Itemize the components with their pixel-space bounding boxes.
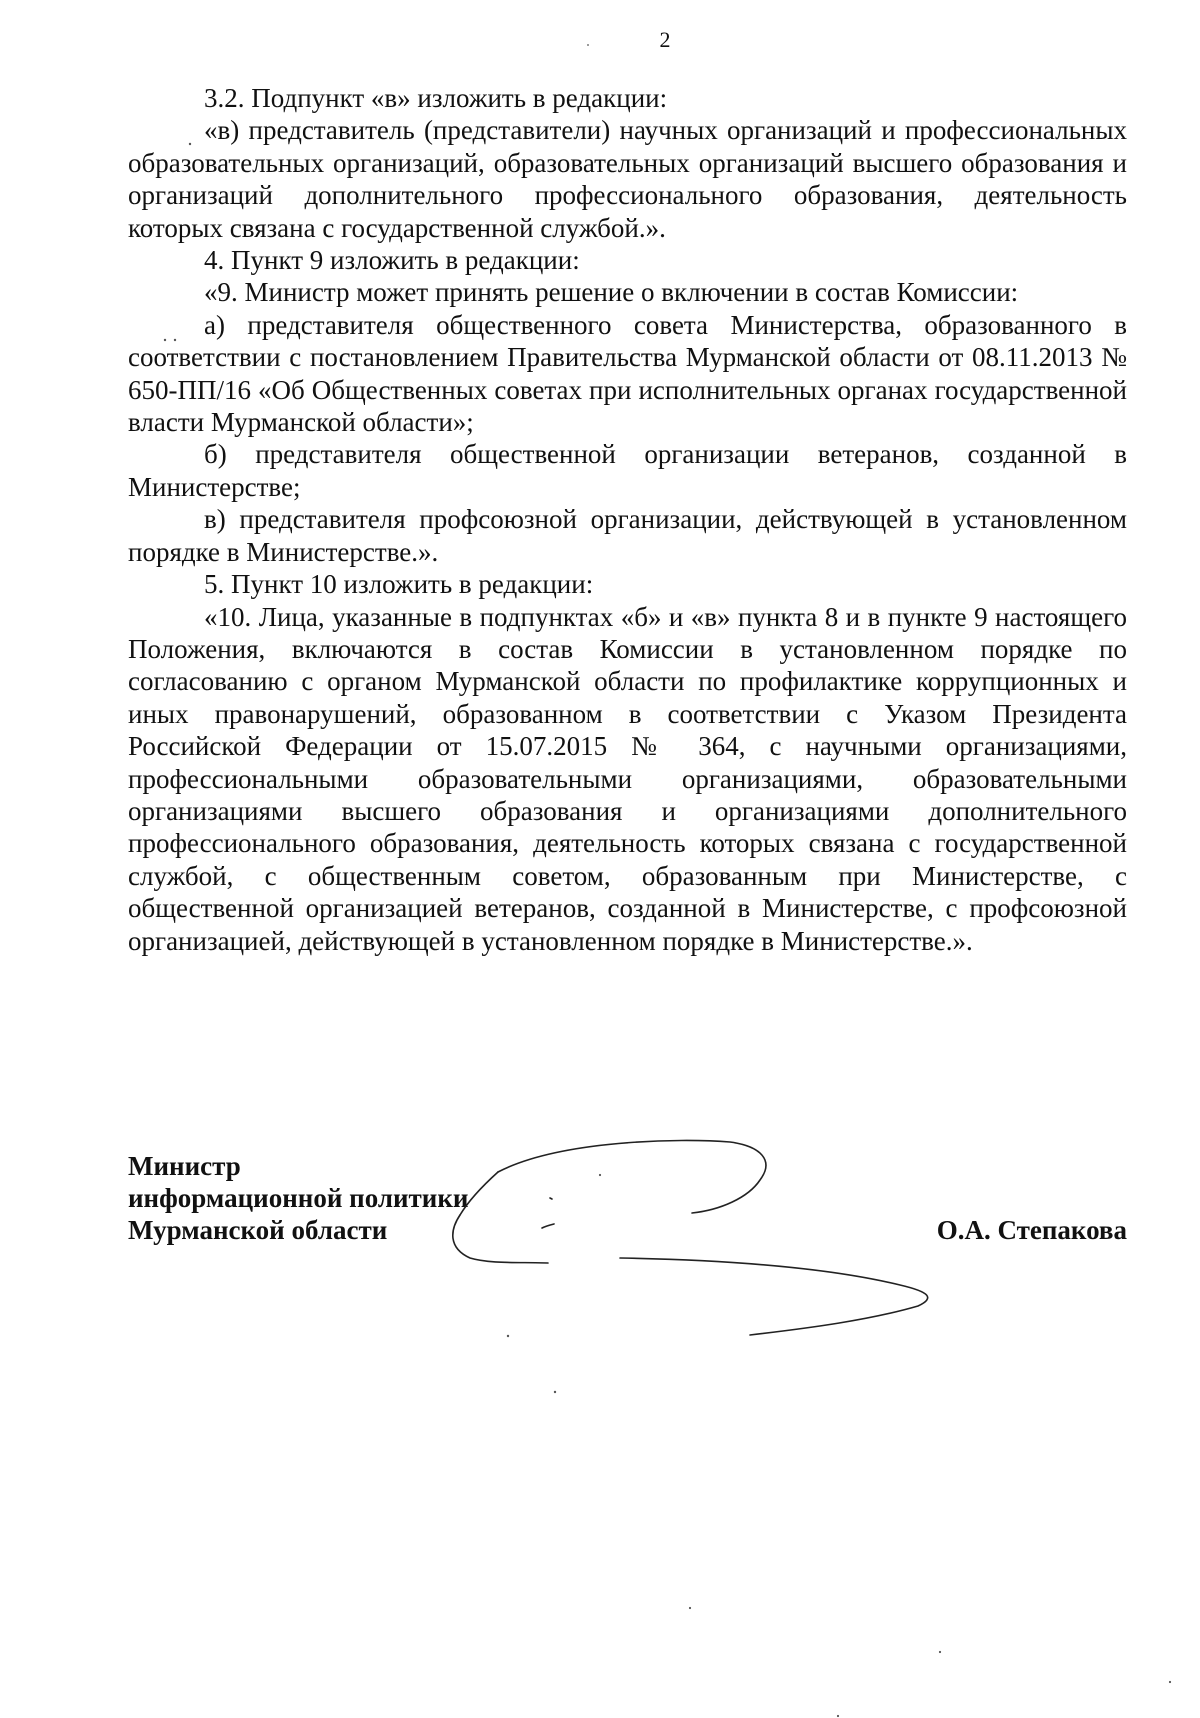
signatory-title-line: информационной политики <box>128 1183 469 1213</box>
paragraph: б) представителя общественной организации ветеранов, созданной в Министерстве; <box>128 439 1127 502</box>
signatory-name: О.А. Степакова <box>936 1215 1127 1245</box>
paragraph: «10. Лица, указанные в подпунктах «б» и «в» пункта 8 и в пункте 9 настоящего Положения, включаются в состав Комиссии в установленном порядке по согласованию с органом Мурманской области по профилактике коррупционных и иных правонарушений, образованном в соответствии с Указом Президента Российской Федерации от 15.07.2015 № 364, с научными организациями, профессиональными образовательными организациями, образовательными организациями высшего образования и организациями дополнительного профессионального образования, деятельность которых связана с государственной службой, с общественным советом, образованным при Министерстве, с общественной организацией ветеранов, созданной в Министерстве, с профсоюзной организацией, действующей в установленном порядке в Министерстве.». <box>128 601 1127 956</box>
handwritten-signature <box>430 1120 1010 1360</box>
paragraph: «9. Министр может принять решение о включении в состав Комиссии: <box>204 277 1019 308</box>
paragraph: в) представителя профсоюзной организации, действующей в установленном порядке в Министерстве.». <box>128 504 1127 567</box>
document-body <box>128 82 1127 957</box>
signatory-title-line: Министр <box>128 1151 241 1181</box>
paragraph: 3.2. Подпункт «в» изложить в редакции: <box>204 83 668 113</box>
paragraph: 5. Пункт 10 изложить в редакции: <box>204 569 594 600</box>
signatory-title-line: Мурманской области <box>128 1215 388 1245</box>
paragraph: а) представителя общественного совета Министерства, образованного в соответствии с постановлением Правительства Мурманской области от 08.11.2013 № 650-ПП/16 «Об Общественных советах при исполнительных органах государственной власти Мурманской области»; <box>128 309 1127 438</box>
paragraph: «в) представитель (представители) научных организаций и профессиональных образовательных организаций, образовательных организаций высшего образования и организаций дополнительного профессионального образования, деятельность которых связана с государственной службой.». <box>128 115 1127 243</box>
paragraph: 4. Пункт 9 изложить в редакции: <box>204 245 580 276</box>
page-number: 2 <box>659 27 671 52</box>
